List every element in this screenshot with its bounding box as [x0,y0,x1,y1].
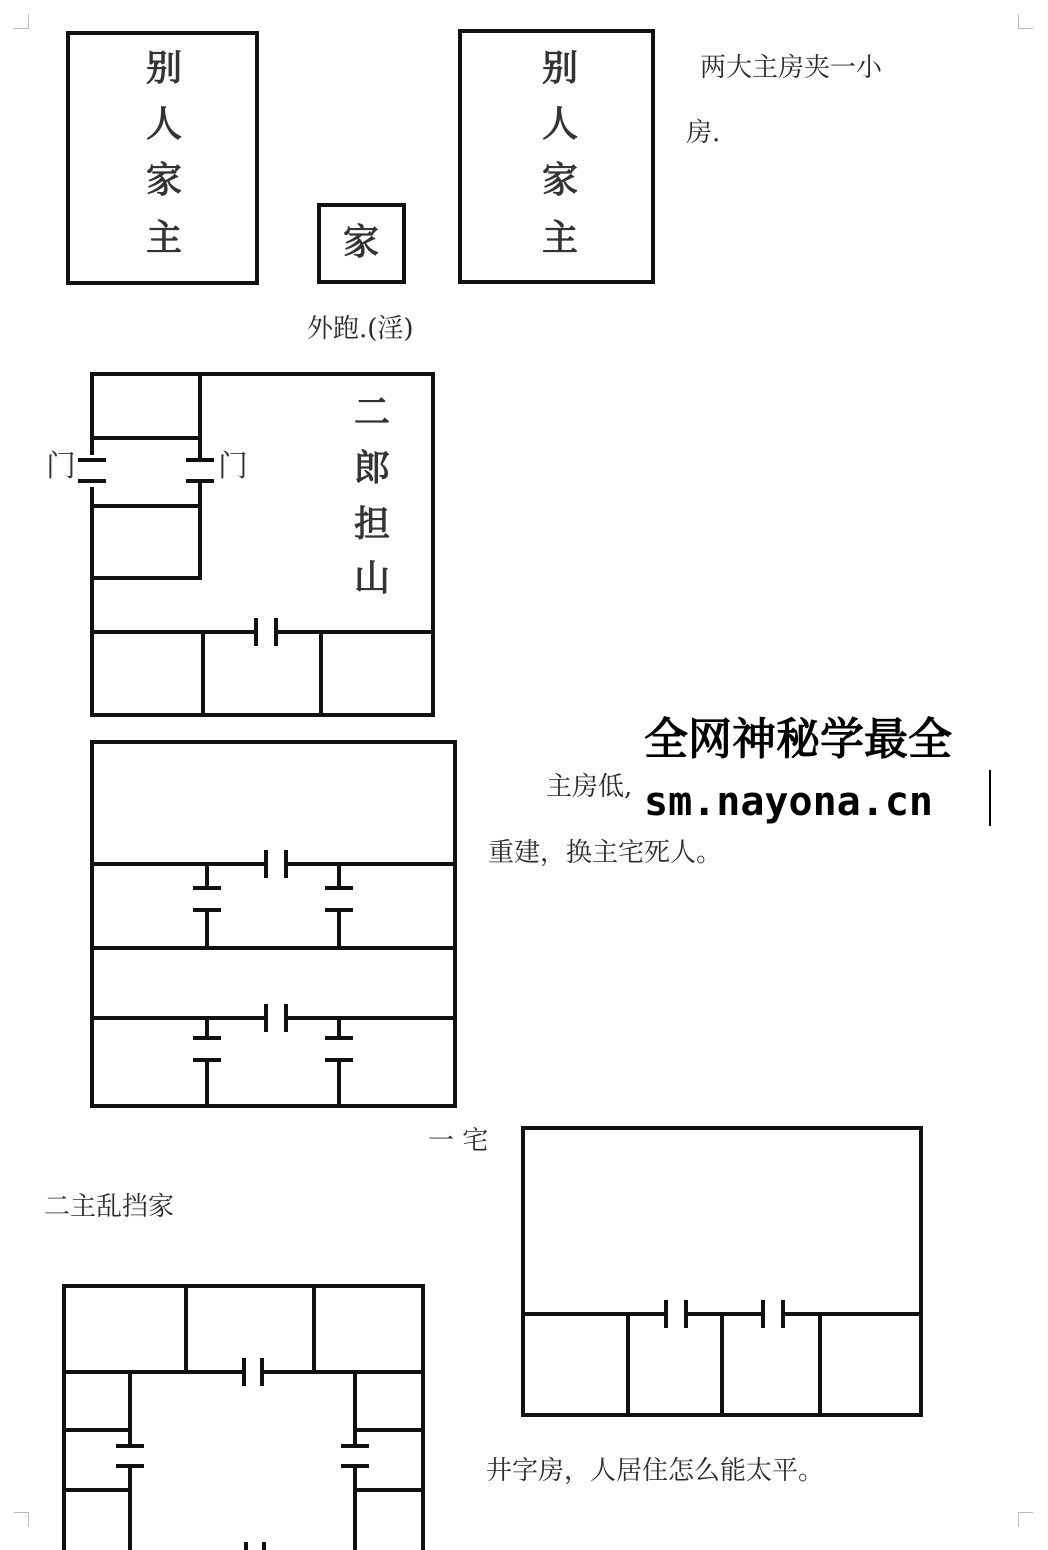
fig4-caption-left: 二主乱挡家 [44,1192,175,1222]
fig3-plan [92,742,455,1106]
fig1-right-char-2: 人 [542,103,579,145]
fig1-right-char-1: 别 [542,47,579,89]
fig1-left-char-3: 家 [146,159,183,201]
fig2-vertical-char-4: 山 [354,557,391,599]
fig1-right-char-4: 主 [542,217,579,259]
fig1-left-char-2: 人 [146,103,183,145]
fig2-vertical-char-3: 担 [354,503,391,545]
fig4-plan [523,1128,921,1415]
fig1-middle-char: 家 [343,221,380,263]
fig2-door-label-right: 门 [218,449,248,484]
fig2-door-label-left: 门 [46,449,76,484]
text-cursor [989,770,991,826]
fig5-caption: 井字房，人居住怎么能太平。 [486,1456,825,1486]
watermark-title: 全网神秘学最全 [644,714,952,765]
fig3-caption-line1: 主房低, [546,772,633,802]
fig1-left-char-4: 主 [146,217,183,259]
fig2-vertical-char-1: 二 [354,391,391,433]
fig1-caption-line2: 房. [686,118,721,148]
fig1-left-char-1: 别 [146,47,183,89]
fig4-caption-top: 一 宅 [428,1126,489,1156]
fig5-plan [64,1286,423,1550]
fig1-caption-below: 外跑.(淫) [307,314,414,344]
fig2-vertical-char-2: 郎 [354,447,391,489]
watermark-url: sm.nayona.cn [644,779,933,825]
fig1-caption-line1: 两大主房夹一小 [700,53,883,83]
fig3-caption-line2: 重建，换主宅死人。 [488,838,723,868]
fig1-right-char-3: 家 [542,159,579,201]
